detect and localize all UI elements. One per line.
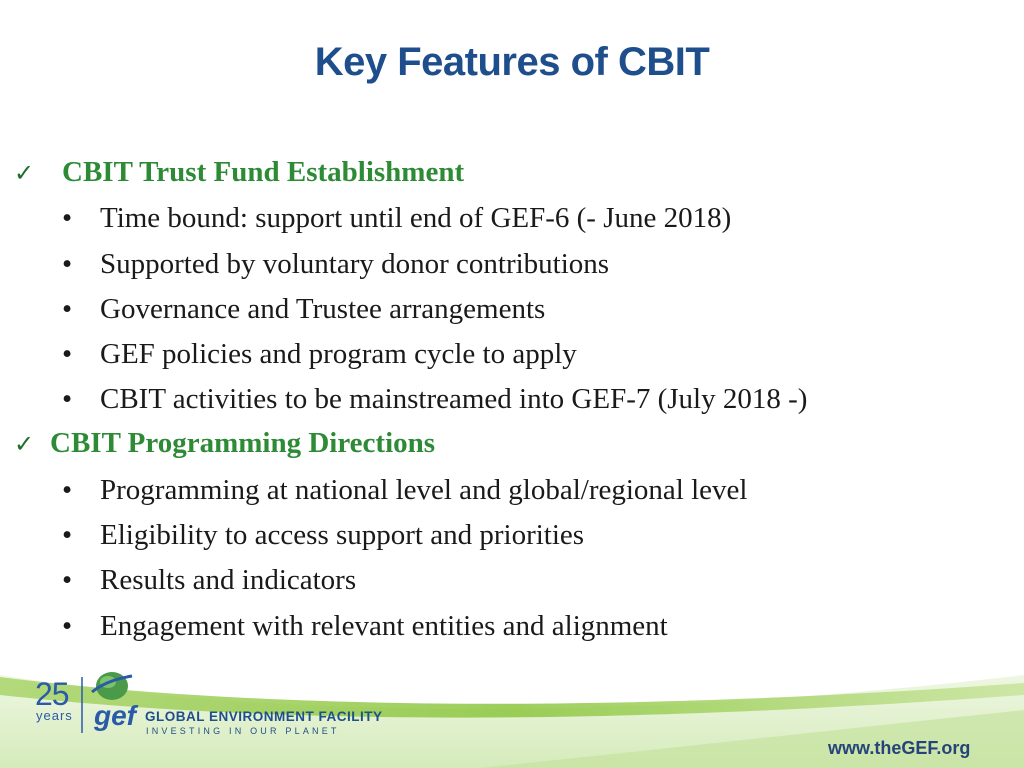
bullet-text: CBIT activities to be mainstreamed into GEF-7 (July 2018 -) — [100, 383, 808, 415]
bullet-icon: • — [62, 293, 73, 325]
bullet-icon: • — [62, 564, 73, 596]
list-item — [62, 610, 668, 643]
bullet-icon: • — [62, 610, 73, 642]
bullet-icon: • — [62, 474, 73, 506]
anniversary-number: 25 — [35, 676, 69, 712]
slide-title: Key Features of CBIT — [314, 40, 710, 84]
check-icon: ✓ — [14, 159, 35, 187]
list-item — [62, 474, 747, 507]
website-link[interactable]: www.theGEF.org — [828, 738, 971, 758]
list-item — [62, 383, 807, 416]
bullet-text: Supported by voluntary donor contributions — [100, 248, 610, 280]
gef-logo: gef — [94, 700, 136, 731]
list-item — [62, 293, 545, 326]
organization-name: GLOBAL ENVIRONMENT FACILITY — [145, 709, 383, 724]
bullet-text: GEF policies and program cycle to apply — [100, 338, 577, 370]
list-item — [62, 519, 584, 552]
list-item — [62, 564, 356, 597]
section-heading-programming: CBIT Programming Directions — [50, 427, 436, 459]
bullet-icon: • — [62, 202, 73, 234]
globe-icon — [90, 668, 134, 704]
bullet-icon: • — [62, 519, 73, 551]
bullet-text: Time bound: support until end of GEF-6 (- June 2018) — [100, 202, 732, 234]
bullet-text: Results and indicators — [100, 564, 357, 596]
bullet-icon: • — [62, 248, 73, 280]
anniversary-word: years — [36, 708, 73, 723]
bullet-icon: • — [62, 383, 73, 415]
bullet-text: Engagement with relevant entities and alignment — [100, 610, 668, 642]
list-item — [62, 338, 577, 371]
list-item — [62, 248, 609, 281]
bullet-text: Eligibility to access support and priorities — [100, 519, 585, 551]
bullet-text: Governance and Trustee arrangements — [100, 293, 546, 325]
bullet-icon: • — [62, 338, 73, 370]
tagline: INVESTING IN OUR PLANET — [146, 726, 340, 736]
check-icon: ✓ — [14, 430, 35, 458]
bullet-text: Programming at national level and global/regional level — [100, 474, 748, 506]
section-heading-trust-fund: CBIT Trust Fund Establishment — [62, 156, 465, 188]
list-item — [62, 202, 731, 235]
